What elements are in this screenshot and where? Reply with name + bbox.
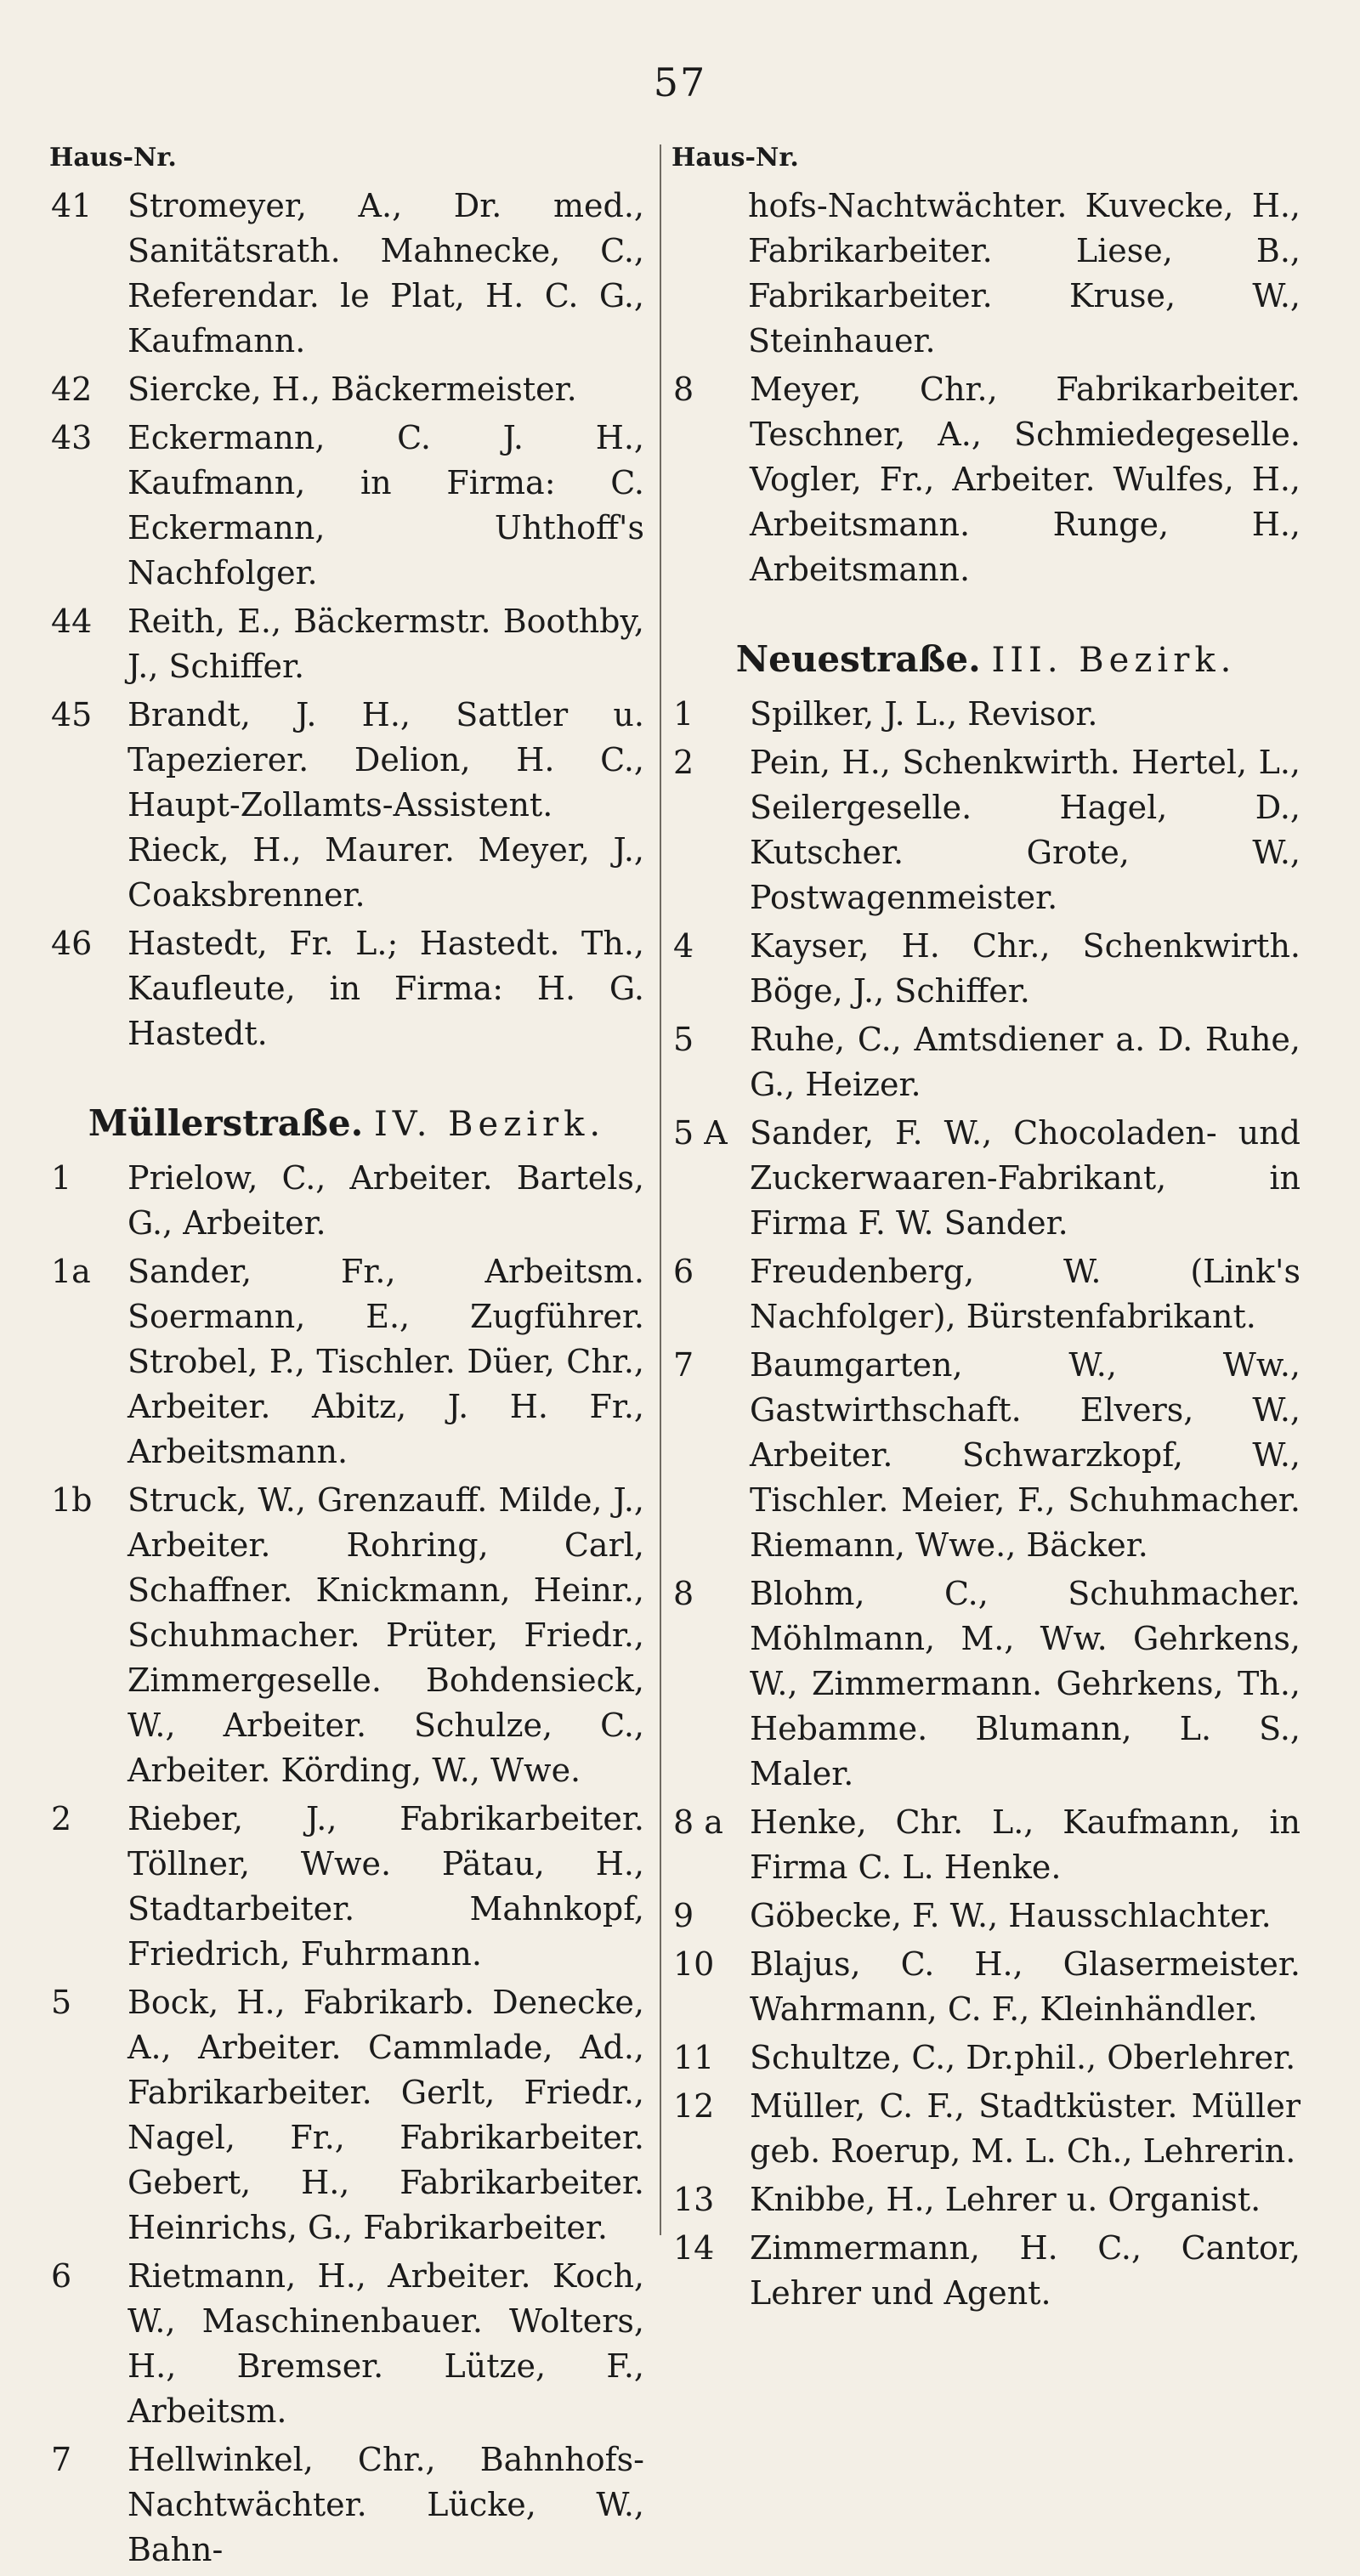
street-district: IV. Bezirk. (374, 1105, 606, 1144)
house-number: 5 A (673, 1114, 728, 1152)
resident-list: Rietmann, H., Arbeiter. Koch, W., Maschinenbauer. Wolters, H., Bremser. Lütze, F., Arbeitsm. (128, 2257, 644, 2430)
column-divider (660, 144, 661, 2235)
resident-list: Hellwinkel, Chr., Bahnhofs-Nachtwächter. Lücke, W., Bahn- (128, 2441, 644, 2568)
house-entry (49, 367, 644, 412)
house-entry (49, 2437, 644, 2573)
resident-list: Rieber, J., Fabrikarbeiter. Töllner, Wwe. Pätau, H., Stadtarbeiter. Mahnkopf, Friedrich, Fuhrmann. (128, 1800, 644, 1973)
right-street-entries (672, 692, 1300, 2316)
resident-list: Spilker, J. L., Revisor. (750, 695, 1098, 733)
resident-list: Knibbe, H., Lehrer u. Organist. (750, 2181, 1261, 2218)
house-number: 9 (673, 1897, 694, 1934)
house-entry (49, 921, 644, 1056)
resident-list: Baumgarten, W., Ww., Gastwirthschaft. Elvers, W., Arbeiter. Schwarzkopf, W., Tischler. Meier, F., Schuhmacher. Riemann, Wwe., Bäcker. (750, 1346, 1300, 1564)
resident-list: Brandt, J. H., Sattler u. Tapezierer. Delion, H. C., Haupt-Zollamts-Assistent. Rieck, H., Maurer. Meyer, J., Coaksbrenner. (128, 696, 644, 914)
resident-list: Ruhe, C., Amtsdiener a. D. Ruhe, G., Heizer. (750, 1021, 1300, 1103)
house-entry (672, 1343, 1300, 1568)
street-name: Neuestraße. (735, 638, 981, 680)
continued-entry: hofs-Nachtwächter. Kuvecke, H., Fabrikarbeiter. Liese, B., Fabrikarbeiter. Kruse, W., Steinhauer. (748, 187, 1300, 360)
house-entry (49, 599, 644, 689)
house-entry (672, 1571, 1300, 1797)
resident-list: Pein, H., Schenkwirth. Hertel, L., Seilergeselle. Hagel, D., Kutscher. Grote, W., Postwagenmeister. (750, 744, 1300, 916)
house-number: 10 (673, 1945, 715, 1983)
resident-list: Sander, Fr., Arbeitsm. Soermann, E., Zugführer. Strobel, P., Tischler. Düer, Chr., Arbeiter. Abitz, J. H. Fr., Arbeitsmann. (128, 1253, 644, 1470)
house-number: 13 (673, 2181, 715, 2218)
resident-list: Müller, C. F., Stadtküster. Müller geb. Roerup, M. L. Ch., Lehrerin. (750, 2087, 1300, 2170)
resident-list: Blohm, C., Schuhmacher. Möhlmann, M., Ww. Gehrkens, W., Zimmermann. Gehrkens, Th., Hebamme. Blumann, L. S., Maler. (750, 1575, 1300, 1792)
house-entry (49, 1478, 644, 1793)
resident-list: Henke, Chr. L., Kaufmann, in Firma C. L. Henke. (750, 1803, 1300, 1886)
house-number: 44 (51, 603, 93, 640)
house-number: 8 (673, 371, 694, 408)
resident-list: Freudenberg, W. (Link's Nachfolger), Bürstenfabrikant. (750, 1253, 1300, 1335)
house-number: 4 (673, 927, 694, 965)
right-top-entries (672, 367, 1300, 592)
house-entry (49, 1156, 644, 1246)
house-number: 6 (673, 1253, 694, 1290)
column-header: Haus-Nr. (672, 143, 799, 173)
house-entry (49, 416, 644, 596)
house-number: 41 (51, 187, 93, 224)
resident-list: Prielow, C., Arbeiter. Bartels, G., Arbeiter. (128, 1159, 644, 1242)
house-number: 5 (673, 1021, 694, 1058)
house-number: 14 (673, 2229, 715, 2267)
resident-list: Sander, F. W., Chocoladen- und Zuckerwaaren-Fabrikant, in Firma F. W. Sander. (750, 1114, 1300, 1242)
house-entry (672, 924, 1300, 1014)
street-heading (672, 638, 1300, 680)
house-number: 1b (51, 1481, 93, 1519)
house-entry (672, 2035, 1300, 2081)
house-number: 43 (51, 419, 93, 456)
resident-list: Hastedt, Fr. L.; Hastedt. Th., Kaufleute, in Firma: H. G. Hastedt. (128, 925, 644, 1052)
resident-list: Bock, H., Fabrikarb. Denecke, A., Arbeiter. Cammlade, Ad., Fabrikarbeiter. Gerlt, Friedr., Nagel, Fr., Fabrikarbeiter. Gebert, H., Fabrikarbeiter. Heinrichs, G., Fabrikarbeiter. (128, 1984, 644, 2246)
left-top-entries (49, 184, 644, 1056)
resident-list: Meyer, Chr., Fabrikarbeiter. Teschner, A., Schmiedegeselle. Vogler, Fr., Arbeiter. Wulfes, H., Arbeitsmann. Runge, H., Arbeitsmann. (750, 371, 1300, 588)
house-number: 45 (51, 696, 93, 733)
street-name: Müllerstraße. (88, 1102, 364, 1144)
house-entry (672, 2084, 1300, 2174)
house-number: 46 (51, 925, 93, 962)
house-entry (672, 692, 1300, 737)
house-entry (49, 184, 644, 364)
resident-list: Reith, E., Bäckermstr. Boothby, J., Schiffer. (128, 603, 644, 685)
house-number: 1 (673, 695, 694, 733)
house-entry (49, 1797, 644, 1977)
house-entry (49, 2254, 644, 2434)
resident-list: Blajus, C. H., Glasermeister. Wahrmann, C. F., Kleinhändler. (750, 1945, 1300, 2028)
left-column (49, 143, 644, 2576)
house-number: 2 (51, 1800, 72, 1837)
resident-list: Schultze, C., Dr.phil., Oberlehrer. (750, 2039, 1296, 2076)
house-number: 8 (673, 1575, 694, 1612)
resident-list: Eckermann, C. J. H., Kaufmann, in Firma: C. Eckermann, Uhthoff's Nachfolger. (128, 419, 644, 592)
resident-list: Stromeyer, A., Dr. med., Sanitätsrath. Mahnecke, C., Referendar. le Plat, H. C. G., Kaufmann. (128, 187, 644, 360)
house-number: 1 (51, 1159, 72, 1197)
resident-list: Kayser, H. Chr., Schenkwirth. Böge, J., Schiffer. (750, 927, 1300, 1010)
house-number: 12 (673, 2087, 715, 2125)
house-entry (672, 1894, 1300, 1939)
house-number: 1a (51, 1253, 91, 1290)
resident-list: Siercke, H., Bäckermeister. (128, 371, 577, 408)
house-number: 2 (673, 744, 694, 781)
house-entry (49, 1249, 644, 1475)
house-entry (672, 2226, 1300, 2316)
house-entry (672, 1249, 1300, 1339)
house-number: 42 (51, 371, 93, 408)
column-header: Haus-Nr. (49, 143, 177, 173)
page-number: 57 (653, 59, 707, 105)
house-entry (49, 1980, 644, 2250)
house-entry (672, 1017, 1300, 1107)
house-entry (672, 740, 1300, 920)
house-entry (672, 367, 1300, 592)
house-number: 6 (51, 2257, 72, 2295)
house-entry (672, 1111, 1300, 1246)
house-entry (49, 693, 644, 918)
street-heading (49, 1102, 644, 1144)
resident-list: Struck, W., Grenzauff. Milde, J., Arbeiter. Rohring, Carl, Schaffner. Knickmann, Heinr., Schuhmacher. Prüter, Friedr., Zimmergeselle. Bohdensieck, W., Arbeiter. Schulze, C., Arbeiter. Körding, W., Wwe. (128, 1481, 644, 1789)
house-number: 11 (673, 2039, 715, 2076)
house-entry (672, 1942, 1300, 2032)
street-district: III. Bezirk. (991, 641, 1237, 680)
resident-list: Zimmermann, H. C., Cantor, Lehrer und Agent. (750, 2229, 1300, 2312)
left-street-entries (49, 1156, 644, 2573)
house-number: 7 (673, 1346, 694, 1384)
house-entry (672, 1800, 1300, 1890)
right-column (672, 143, 1300, 2319)
house-number: 8 a (673, 1803, 723, 1841)
house-number: 7 (51, 2441, 72, 2478)
resident-list: Göbecke, F. W., Hausschlachter. (750, 1897, 1272, 1934)
house-number: 5 (51, 1984, 72, 2021)
house-entry (672, 2177, 1300, 2222)
